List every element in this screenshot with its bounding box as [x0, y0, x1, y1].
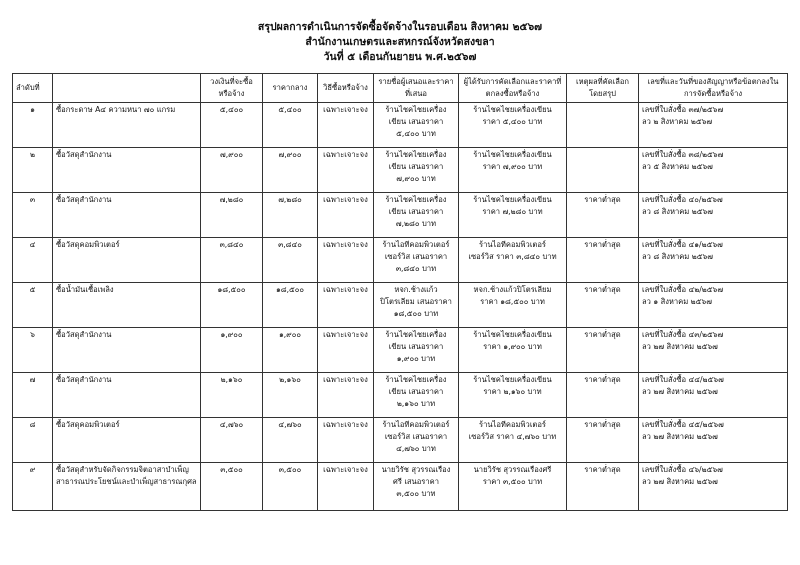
winner-line: ร้านไอทีคอมพิวเตอร์ [478, 240, 546, 249]
row-bidders [374, 238, 459, 283]
row-number: ๗ [13, 373, 53, 418]
contract-line: เลขที่ใบสั่งซื้อ ๔๒/๒๕๖๗ [642, 285, 724, 294]
contract-line: ลว ๒๗ สิงหาคม ๒๕๖๗ [642, 342, 718, 351]
contract-line: ลว ๘ สิงหาคม ๒๕๖๗ [642, 207, 713, 216]
winner-line: ร้านไชคไชยเครื่องเขียน [473, 375, 552, 384]
bidder-line: เขียน เสนอราคา [388, 162, 444, 171]
winner-line: ราคา ๒,๑๖๐ บาท [483, 387, 542, 396]
header-median: ราคากลาง [263, 74, 318, 103]
row-contract [639, 103, 788, 148]
row-bidders [374, 328, 459, 373]
header-winner: ผู้ได้รับการคัดเลือกและราคาที่ตกลงซื้อหรือจ้าง [459, 74, 567, 103]
table-row [13, 283, 788, 328]
row-winner [459, 328, 567, 373]
bidder-line: หจก.ช้างแก้ว [394, 285, 438, 294]
row-budget: ๓,๘๔๐ [201, 238, 263, 283]
table-row [13, 418, 788, 463]
row-median-price: ๑,๙๐๐ [263, 328, 318, 373]
row-number: ๑ [13, 103, 53, 148]
row-reason: ราคาต่ำสุด [567, 373, 639, 418]
bidder-line: เซอร์วิส เสนอราคา [384, 432, 448, 441]
row-reason: ราคาต่ำสุด [567, 193, 639, 238]
row-winner [459, 238, 567, 283]
winner-line: ร้านไชคไชยเครื่องเขียน [473, 150, 552, 159]
bidder-line: ๑,๙๐๐ บาท [396, 354, 436, 363]
row-median-price: ๒,๑๖๐ [263, 373, 318, 418]
header-no: ลำดับที่ [13, 74, 53, 103]
row-budget: ๑,๙๐๐ [201, 328, 263, 373]
row-median-price: ๓,๕๐๐ [263, 463, 318, 511]
contract-line: เลขที่ใบสั่งซื้อ ๓๗/๒๕๖๗ [642, 105, 724, 114]
row-number: ๘ [13, 418, 53, 463]
contract-line: ลว ๒ สิงหาคม ๒๕๖๗ [642, 117, 713, 126]
contract-line: เลขที่ใบสั่งซื้อ ๔๕/๒๕๖๗ [642, 420, 724, 429]
contract-line: เลขที่ใบสั่งซื้อ ๓๘/๒๕๖๗ [642, 150, 724, 159]
row-bidders [374, 283, 459, 328]
row-reason: ราคาต่ำสุด [567, 238, 639, 283]
row-contract [639, 418, 788, 463]
header-contract: เลขที่และวันที่ของสัญญาหรือข้อตกลงในการจัดซื้อหรือจ้าง [639, 74, 788, 103]
row-median-price: ๓,๘๔๐ [263, 238, 318, 283]
table-row [13, 193, 788, 238]
row-reason: ราคาต่ำสุด [567, 418, 639, 463]
agency-name: สำนักงานเกษตรและสหกรณ์จังหวัดสงขลา [305, 36, 495, 48]
row-number: ๖ [13, 328, 53, 373]
row-item: ซื้อวัสดุสำนักงาน [53, 193, 201, 238]
contract-line: ลว ๘ สิงหาคม ๒๕๖๗ [642, 252, 713, 261]
winner-line: เซอร์วิส ราคา ๓,๘๔๐ บาท [468, 252, 557, 261]
bidder-line: เขียน เสนอราคา [388, 387, 444, 396]
row-item: ซื้อวัสดุสำนักงาน [53, 328, 201, 373]
winner-line: เซอร์วิส ราคา ๔,๗๖๐ บาท [468, 432, 557, 441]
row-budget: ๕,๔๐๐ [201, 103, 263, 148]
row-item: ซื้อวัสดุคอมพิวเตอร์ [53, 238, 201, 283]
row-method: เฉพาะเจาะจง [318, 193, 374, 238]
bidder-line: ๑๘,๕๐๐ บาท [393, 309, 439, 318]
row-median-price: ๗,๒๘๐ [263, 193, 318, 238]
row-item: ซื้อน้ำมันเชื้อเพลิง [53, 283, 201, 328]
row-bidders [374, 463, 459, 511]
header-budget: วงเงินที่จะซื้อหรือจ้าง [201, 74, 263, 103]
winner-line: ราคา ๕,๔๐๐ บาท [482, 117, 543, 126]
winner-line: ร้านไชคไชยเครื่องเขียน [473, 330, 552, 339]
report-title: สรุปผลการดำเนินการจัดซื้อจัดจ้างในรอบเดือน สิงหาคม ๒๕๖๗ [257, 21, 543, 33]
bidder-line: ร้านไชคไชยเครื่อง [385, 375, 447, 384]
header-work [53, 74, 201, 103]
row-method: เฉพาะเจาะจง [318, 148, 374, 193]
contract-line: ลว ๒๗ สิงหาคม ๒๕๖๗ [642, 387, 718, 396]
row-budget: ๔,๗๖๐ [201, 418, 263, 463]
contract-line: เลขที่ใบสั่งซื้อ ๔๔/๒๕๖๗ [642, 375, 724, 384]
row-method: เฉพาะเจาะจง [318, 463, 374, 511]
row-reason [567, 103, 639, 148]
bidder-line: ๗,๙๐๐ บาท [396, 174, 436, 183]
row-contract [639, 373, 788, 418]
row-budget: ๑๘,๕๐๐ [201, 283, 263, 328]
row-bidders [374, 103, 459, 148]
row-median-price: ๑๘,๕๐๐ [263, 283, 318, 328]
winner-line: ร้านไชคไชยเครื่องเขียน [473, 195, 552, 204]
row-bidders [374, 418, 459, 463]
contract-line: ลว ๒๗ สิงหาคม ๒๕๖๗ [642, 432, 718, 441]
table-row [13, 238, 788, 283]
row-method: เฉพาะเจาะจง [318, 283, 374, 328]
winner-line: ราคา ๗,๙๐๐ บาท [482, 162, 543, 171]
row-median-price: ๕,๔๐๐ [263, 103, 318, 148]
bidder-line: เขียน เสนอราคา [388, 342, 444, 351]
row-budget: ๗,๙๐๐ [201, 148, 263, 193]
bidder-line: ร้านไชคไชยเครื่อง [385, 195, 447, 204]
row-winner [459, 148, 567, 193]
table-row [13, 463, 788, 511]
row-number: ๒ [13, 148, 53, 193]
row-reason [567, 148, 639, 193]
row-reason: ราคาต่ำสุด [567, 283, 639, 328]
row-number: ๓ [13, 193, 53, 238]
row-winner [459, 418, 567, 463]
row-winner [459, 283, 567, 328]
row-method: เฉพาะเจาะจง [318, 373, 374, 418]
bidder-line: ๓,๕๐๐ บาท [396, 489, 436, 498]
contract-line: ลว ๒๗ สิงหาคม ๒๕๖๗ [642, 477, 718, 486]
row-method: เฉพาะเจาะจง [318, 238, 374, 283]
row-number: ๙ [13, 463, 53, 511]
table-row [13, 328, 788, 373]
bidder-line: ร้านไอทีคอมพิวเตอร์ [382, 240, 450, 249]
procurement-table [12, 73, 788, 511]
row-budget: ๒,๑๖๐ [201, 373, 263, 418]
row-contract [639, 193, 788, 238]
bidder-line: เขียน เสนอราคา [388, 117, 444, 126]
winner-line: ราคา ๗,๒๘๐ บาท [482, 207, 543, 216]
row-median-price: ๗,๙๐๐ [263, 148, 318, 193]
bidder-line: ปิโตรเลียม เสนอราคา [380, 297, 452, 306]
contract-line: เลขที่ใบสั่งซื้อ ๔๐/๒๕๖๗ [642, 195, 723, 204]
row-number: ๔ [13, 238, 53, 283]
row-bidders [374, 373, 459, 418]
row-item: ซื้อวัสดุสำนักงาน [53, 373, 201, 418]
contract-line: ลว ๕ สิงหาคม ๒๕๖๗ [642, 162, 713, 171]
bidder-line: ๗,๒๘๐ บาท [395, 219, 437, 228]
header-method: วิธีซื้อหรือจ้าง [318, 74, 374, 103]
report-date: วันที่ ๕ เดือนกันยายน พ.ศ.๒๕๖๗ [323, 51, 477, 63]
header-bidders: รายชื่อผู้เสนอและราคาที่เสนอ [374, 74, 459, 103]
table-body [13, 103, 788, 511]
row-median-price: ๔,๗๖๐ [263, 418, 318, 463]
row-item: ซื้อกระดาษ A๔ ความหนา ๗๐ แกรม [53, 103, 201, 148]
bidder-line: ๒,๑๖๐ บาท [396, 399, 436, 408]
row-number: ๕ [13, 283, 53, 328]
bidder-line: เขียน เสนอราคา [388, 207, 444, 216]
row-winner [459, 463, 567, 511]
row-method: เฉพาะเจาะจง [318, 418, 374, 463]
table-row [13, 103, 788, 148]
row-item: ซื้อวัสดุสำนักงาน [53, 148, 201, 193]
winner-line: ร้านไอทีคอมพิวเตอร์ [478, 420, 546, 429]
contract-line: เลขที่ใบสั่งซื้อ ๔๖/๒๕๖๗ [642, 465, 723, 474]
row-contract [639, 148, 788, 193]
table-row [13, 373, 788, 418]
row-reason: ราคาต่ำสุด [567, 328, 639, 373]
row-bidders [374, 148, 459, 193]
winner-line: ราคา ๓,๕๐๐ บาท [482, 477, 543, 486]
row-budget: ๓,๕๐๐ [201, 463, 263, 511]
bidder-line: ๓,๘๔๐ บาท [395, 264, 437, 273]
bidder-line: ศรี เสนอราคา [393, 477, 439, 486]
row-reason: ราคาต่ำสุด [567, 463, 639, 511]
row-winner [459, 103, 567, 148]
winner-line: นายวิรัช สุวรรณเรืองศรี [473, 465, 552, 474]
row-contract [639, 463, 788, 511]
winner-line: ราคา ๑,๙๐๐ บาท [483, 342, 542, 351]
header-reason: เหตุผลที่คัดเลือกโดยสรุป [567, 74, 639, 103]
winner-line: ร้านไชคไชยเครื่องเขียน [473, 105, 552, 114]
bidder-line: ๕,๔๐๐ บาท [396, 129, 436, 138]
contract-line: เลขที่ใบสั่งซื้อ ๔๓/๒๕๖๗ [642, 330, 724, 339]
row-bidders [374, 193, 459, 238]
winner-line: ราคา ๑๘,๕๐๐ บาท [480, 297, 545, 306]
bidder-line: ๔,๗๖๐ บาท [396, 444, 436, 453]
bidder-line: ร้านไชคไชยเครื่อง [385, 150, 447, 159]
table-header-row [13, 74, 788, 103]
row-item: ซื้อวัสดุสำหรับจัดกิจกรรมจิตอาสาบำเพ็ญสาธารณประโยชน์และบำเพ็ญสาธารณกุศล [53, 463, 201, 511]
row-budget: ๗,๒๘๐ [201, 193, 263, 238]
contract-line: ลว ๑ สิงหาคม ๒๕๖๗ [642, 297, 712, 306]
winner-line: หจก.ช้างแก้วปิโตรเลียม [473, 285, 552, 294]
row-winner [459, 373, 567, 418]
row-method: เฉพาะเจาะจง [318, 103, 374, 148]
document-header [0, 20, 800, 65]
bidder-line: ร้านไอทีคอมพิวเตอร์ [382, 420, 450, 429]
row-contract [639, 283, 788, 328]
contract-line: เลขที่ใบสั่งซื้อ ๔๑/๒๕๖๗ [642, 240, 723, 249]
bidder-line: เซอร์วิส เสนอราคา [384, 252, 448, 261]
row-item: ซื้อวัสดุคอมพิวเตอร์ [53, 418, 201, 463]
row-method: เฉพาะเจาะจง [318, 328, 374, 373]
row-contract [639, 238, 788, 283]
table-row [13, 148, 788, 193]
bidder-line: ร้านไชคไชยเครื่อง [385, 330, 447, 339]
row-contract [639, 328, 788, 373]
row-winner [459, 193, 567, 238]
bidder-line: ร้านไชคไชยเครื่อง [385, 105, 447, 114]
bidder-line: นายวิรัช สุวรรณเรือง [381, 465, 451, 474]
